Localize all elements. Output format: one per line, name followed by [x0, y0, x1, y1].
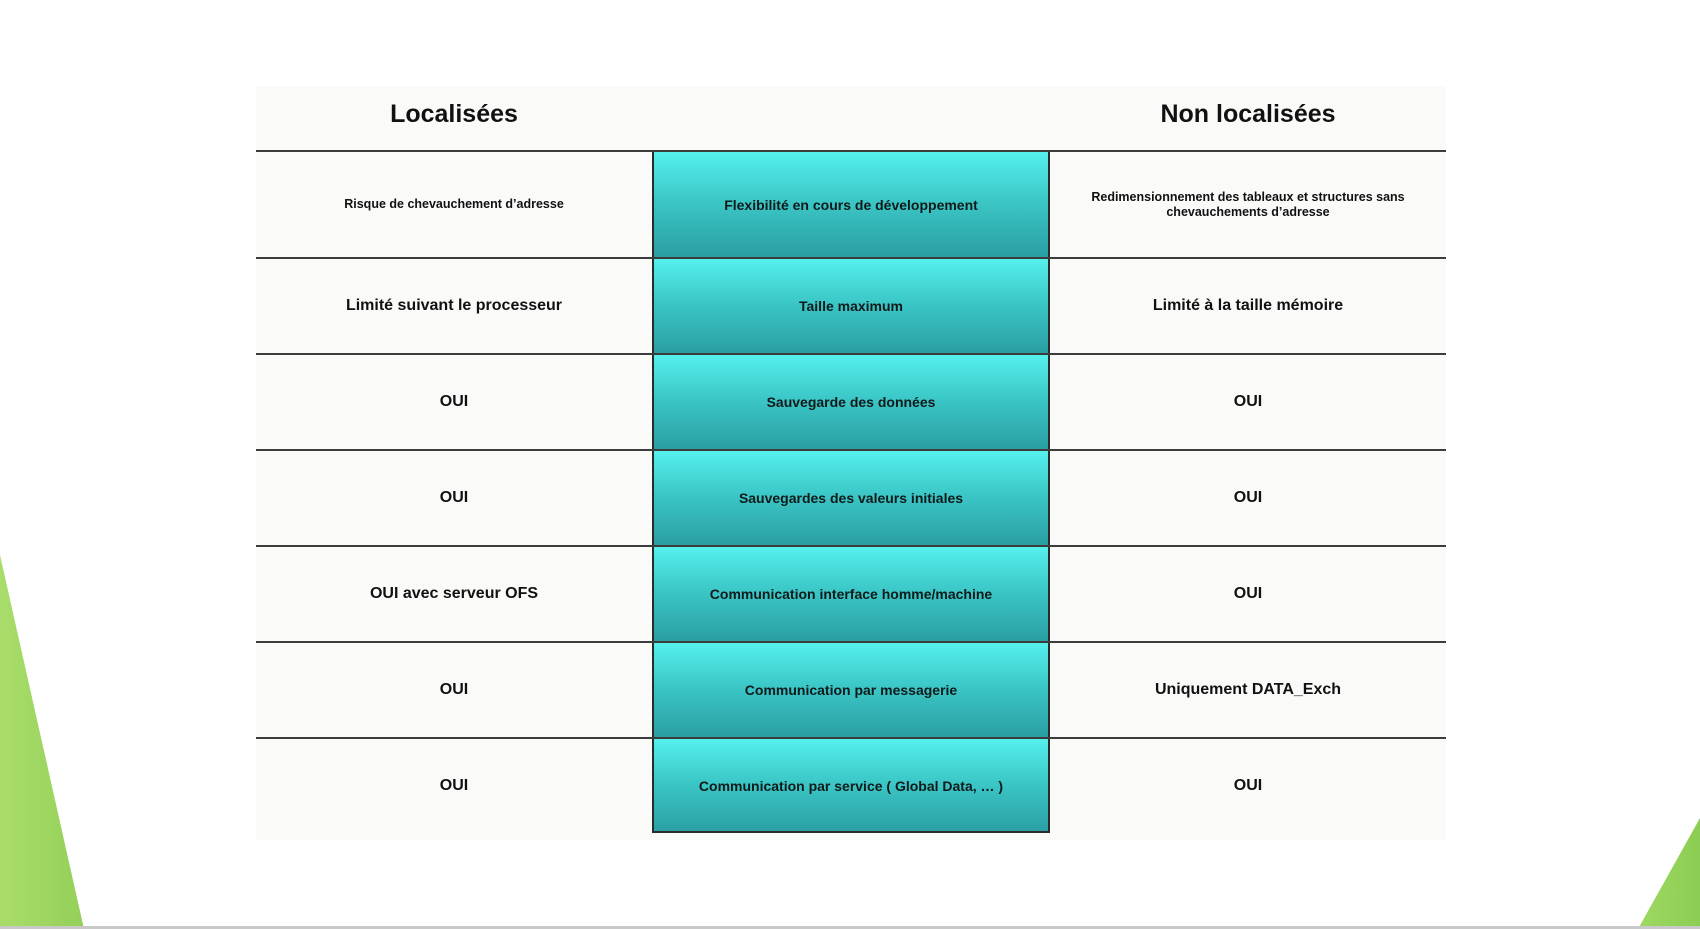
table-row	[256, 545, 1446, 641]
cell-non-localisees: OUI	[1233, 489, 1263, 506]
cell-non-localisees: OUI	[1233, 777, 1263, 794]
cell-non-localisees: Limité à la taille mémoire	[1152, 297, 1344, 314]
cell-criterion: Flexibilité en cours de développement	[652, 152, 1050, 257]
comparison-table	[256, 86, 1446, 840]
cell-non-localisees: Uniquement DATA_Exch	[1154, 681, 1342, 698]
cell-criterion: Communication par messagerie	[652, 643, 1050, 737]
cell-criterion: Communication par service ( Global Data, … )	[652, 739, 1050, 833]
cell-localisees: OUI avec serveur OFS	[369, 585, 539, 602]
cell-localisees: Risque de chevauchement d’adresse	[344, 197, 564, 211]
cell-non-localisees: OUI	[1233, 585, 1263, 602]
cell-criterion: Communication interface homme/machine	[652, 547, 1050, 641]
table-row	[256, 449, 1446, 545]
cell-criterion: Taille maximum	[652, 259, 1050, 353]
cell-criterion: Sauvegarde des données	[652, 355, 1050, 449]
header-localisees: Localisées	[390, 100, 518, 128]
cell-non-localisees: Redimensionnement des tableaux et structures sans chevauchements d’adresse	[1091, 189, 1405, 219]
table-row	[256, 257, 1446, 353]
header-non-localisees: Non localisées	[1160, 100, 1336, 128]
cell-localisees: OUI	[439, 489, 469, 506]
table-row	[256, 641, 1446, 737]
table-header-row	[256, 86, 1446, 150]
cell-localisees: Limité suivant le processeur	[345, 297, 563, 314]
table-row	[256, 737, 1446, 833]
green-triangle-decoration	[0, 555, 84, 929]
cell-localisees: OUI	[439, 777, 469, 794]
green-corner-decoration	[1638, 818, 1700, 929]
cell-localisees: OUI	[439, 393, 469, 410]
middle-column-bottom-border	[652, 831, 1050, 833]
table-row	[256, 150, 1446, 257]
cell-criterion: Sauvegardes des valeurs initiales	[652, 451, 1050, 545]
cell-localisees: OUI	[439, 681, 469, 698]
table-row	[256, 353, 1446, 449]
cell-non-localisees: OUI	[1233, 393, 1263, 410]
